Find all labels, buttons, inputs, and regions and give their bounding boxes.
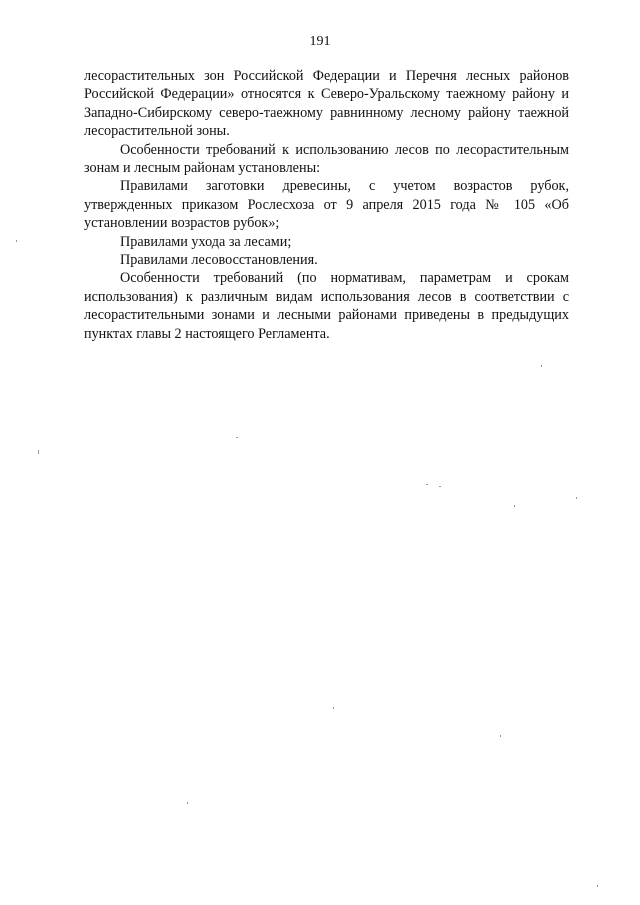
- paragraph-requirements-intro: Особенности требований к использованию лесов по лесорастительным зонам и лесным районам установлены:: [84, 141, 569, 177]
- scan-speck: [333, 707, 334, 709]
- page-number: 191: [309, 34, 331, 49]
- scan-speck: [597, 885, 598, 887]
- scan-speck: [500, 735, 501, 737]
- paragraph-reforestation-rules: Правилами лесовосстановления.: [120, 252, 318, 269]
- scan-speck: [541, 365, 542, 367]
- paragraph-care-rules: Правилами ухода за лесами;: [120, 233, 292, 250]
- scan-speck: [514, 505, 515, 507]
- scan-speck: [38, 450, 39, 454]
- document-body: [84, 67, 569, 343]
- scan-speck: [426, 484, 428, 485]
- scan-speck: [576, 497, 577, 499]
- scan-speck: [187, 802, 188, 804]
- paragraph-continuation: лесорастительных зон Российской Федерации и Перечня лесных районов Российской Федерации» относятся к Северо-Уральскому таежному району и Западно-Сибирскому северо-таежному равнинному лесному району таежной лесорастительной зоны.: [84, 68, 569, 140]
- scan-speck: [16, 240, 17, 242]
- paragraph-usage-requirements: Особенности требований (по нормативам, параметрам и срокам использования) к различным видам использования лесов в соответствии с лесорастительными зонами и лесными районами приведены в предыдущих пунктах главы 2 настоящего Регламента.: [84, 270, 569, 342]
- scan-speck: [439, 486, 441, 487]
- scan-speck: [236, 437, 238, 438]
- paragraph-harvesting-rules: Правилами заготовки древесины, с учетом возрастов рубок, утвержденных приказом Рослесхоза от 9 апреля 2015 года № 105 «Об установлении возрастов рубок»;: [84, 178, 569, 232]
